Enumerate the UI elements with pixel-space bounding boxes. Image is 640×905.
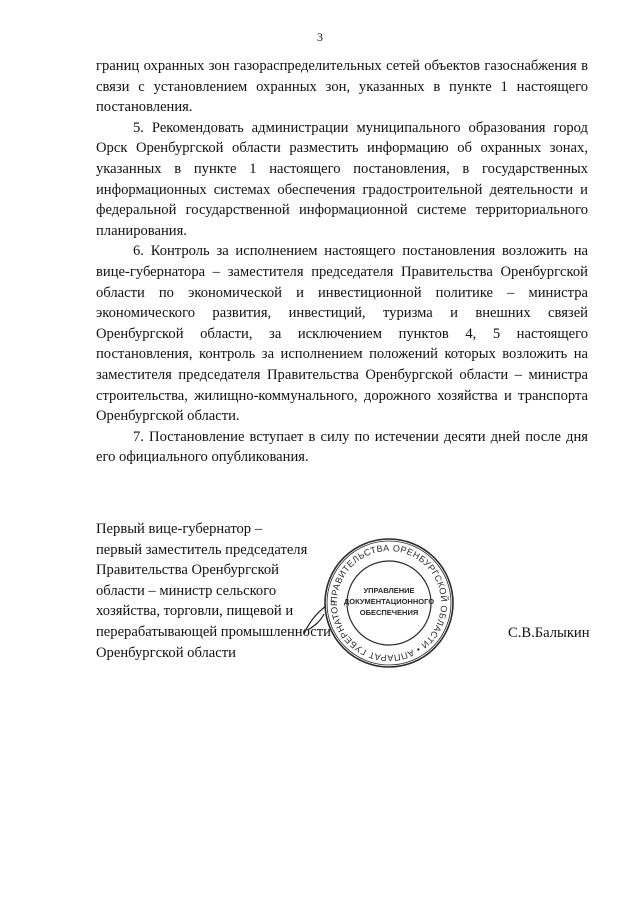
page-number: 3 (317, 30, 323, 44)
signatory-title-line: Первый вице-губернатор – (96, 521, 263, 537)
seal-center-line-1: УПРАВЛЕНИЕ (363, 586, 415, 595)
signatory-title-line: первый заместитель председателя (96, 541, 308, 558)
seal-ring-text: ПРАВИТЕЛЬСТВА ОРЕНБУРГСКОЙ ОБЛАСТИ • АППАРАТ ГУБЕРНАТОР (328, 542, 450, 664)
document-body (96, 56, 588, 468)
signatory-title-line: перерабатывающей промышленности (96, 623, 331, 640)
paragraph-item-5: 5. Рекомендовать администрации муниципального образования город Орск Оренбургской области разместить информацию об охранных зонах, указанных в пункте 1 настоящего постановления, в государственных информационных системах обеспечения градостроительной деятельности и федеральной государственной информационной системе территориального планирования. (96, 119, 588, 239)
signatory-title (96, 519, 336, 663)
seal-center-line-2: ДОКУМЕНТАЦИОННОГО (343, 597, 435, 606)
paragraph-item-7: 7. Постановление вступает в силу по истечении десяти дней после дня его официального опубликования. (96, 428, 588, 466)
seal-center-line-3: ОБЕСПЕЧЕНИЯ (359, 608, 419, 617)
signatory-title-line: Оренбургской области (96, 644, 236, 661)
official-stamp (322, 536, 456, 670)
signatory-title-line: области – министр сельского (96, 582, 277, 599)
signatory-title-line: Правительства Оренбургской (96, 562, 279, 579)
signatory-title-line: хозяйства, торговли, пищевой и (96, 603, 294, 620)
paragraph-item-6: 6. Контроль за исполнением настоящего постановления возложить на вице-губернатора – заместителя председателя Правительства Оренбургской области по экономической и инвестиционной политике – министра экономического развития, инвестиций, туризма и внешних связей Оренбургской области, за исключением пунктов 4, 5 настоящего постановления, контроль за исполнением положений которых возложить на заместителя председателя Правительства Оренбургской области – министра строительства, жилищно-коммунального, дорожного хозяйства и транспорта Оренбургской области. (96, 243, 588, 425)
signatory-name: С.В.Балыкин (508, 625, 590, 641)
paragraph-continuation: границ охранных зон газораспределительных сетей объектов газоснабжения в связи с установлением охранных зон, указанных в пункте 1 настоящего постановления. (96, 58, 588, 116)
